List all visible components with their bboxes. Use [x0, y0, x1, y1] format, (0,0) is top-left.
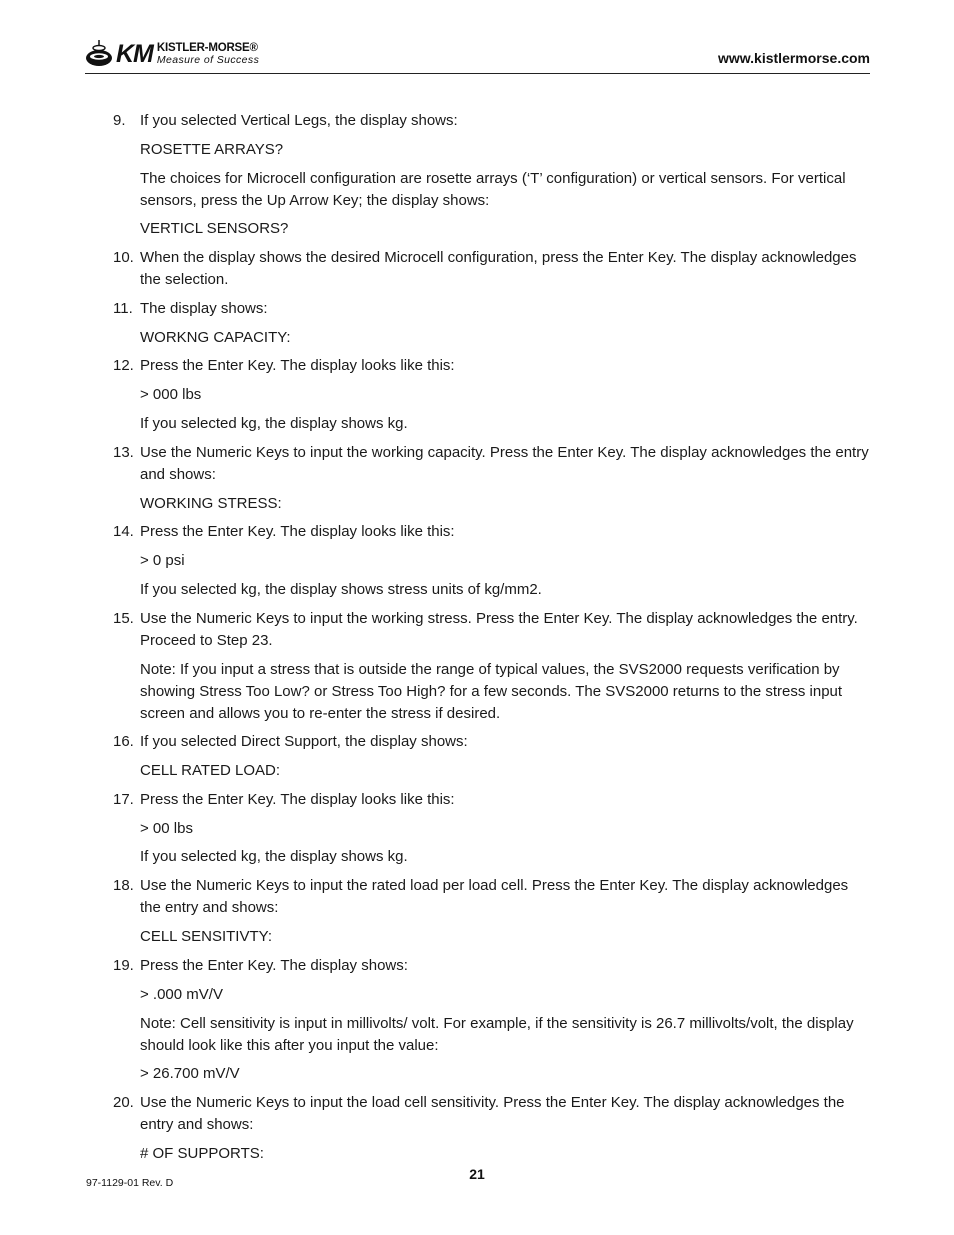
- step-text: When the display shows the desired Microcell configuration, press the Enter Key. The display acknowledges the selection.: [140, 249, 857, 288]
- step-text: Use the Numeric Keys to input the rated load per load cell. Press the Enter Key. The display acknowledges the entry and shows:: [140, 877, 849, 916]
- step-number: 9.: [113, 112, 126, 129]
- logo-tagline: Measure of Success: [156, 54, 260, 66]
- step-number: 10.: [113, 249, 134, 266]
- step-number: 13.: [113, 444, 134, 461]
- display-text: WORKNG CAPACITY:: [140, 329, 291, 346]
- step-number: 18.: [113, 877, 134, 894]
- step-note: If you selected kg, the display shows kg.: [140, 848, 408, 865]
- step-note: Note: Cell sensitivity is input in millivolts/ volt. For example, if the sensitivity is 26.7 millivolts/volt, the display should look like this after you input the value:: [140, 1015, 854, 1054]
- step-note: If you selected kg, the display shows kg.: [140, 415, 408, 432]
- step-text: The display shows:: [140, 300, 268, 317]
- step-text: Use the Numeric Keys to input the load cell sensitivity. Press the Enter Key. The display acknowledges the entry and shows:: [140, 1094, 845, 1133]
- step-number: 19.: [113, 957, 134, 974]
- step-number: 20.: [113, 1094, 134, 1111]
- step-number: 17.: [113, 791, 134, 808]
- display-text: # OF SUPPORTS:: [140, 1145, 264, 1162]
- step-number: 14.: [113, 523, 134, 540]
- step-text: Press the Enter Key. The display looks like this:: [140, 791, 455, 808]
- display-text: WORKING STRESS:: [140, 495, 282, 512]
- step-note: The choices for Microcell configuration are rosette arrays (‘T’ configuration) or vertical sensors. For vertical sensors, press the Up Arrow Key; the display shows:: [140, 170, 846, 209]
- display-text: CELL RATED LOAD:: [140, 762, 281, 779]
- display-text: > 000 lbs: [140, 386, 202, 403]
- step-number: 15.: [113, 610, 134, 627]
- display-text: CELL SENSITIVTY:: [140, 928, 272, 945]
- display-text: > .000 mV/V: [140, 986, 223, 1003]
- step-text: Press the Enter Key. The display looks like this:: [140, 357, 455, 374]
- step-note: If you selected kg, the display shows stress units of kg/mm2.: [140, 581, 542, 598]
- step-number: 12.: [113, 357, 134, 374]
- document-number: 97-1129-01 Rev. D: [86, 1177, 174, 1189]
- display-text: VERTICL SENSORS?: [140, 220, 289, 237]
- step-text: If you selected Vertical Legs, the display shows:: [140, 112, 458, 129]
- step-text: Use the Numeric Keys to input the working stress. Press the Enter Key. The display acknowledges the entry. Proceed to Step 23.: [140, 610, 858, 649]
- step-text: Use the Numeric Keys to input the working capacity. Press the Enter Key. The display acknowledges the entry and shows:: [140, 444, 869, 483]
- website-link[interactable]: www.kistlermorse.com: [718, 50, 870, 66]
- step-text: If you selected Direct Support, the display shows:: [140, 733, 468, 750]
- step-number: 11.: [113, 300, 133, 317]
- page-number: 21: [469, 1166, 485, 1182]
- display-text: > 0 psi: [140, 552, 185, 569]
- step-note: Note: If you input a stress that is outside the range of typical values, the SVS2000 requests verification by showing Stress Too Low? or Stress Too High? for a few seconds. The SVS2000 returns to the stress input screen and allows you to re-enter the stress if desired.: [140, 661, 843, 722]
- step-text: Press the Enter Key. The display shows:: [140, 957, 408, 974]
- logo-mark: KM: [116, 39, 153, 68]
- logo-company-name: KISTLER-MORSE®: [156, 41, 258, 54]
- display-text: ROSETTE ARRAYS?: [140, 141, 284, 158]
- page-header: [85, 36, 870, 74]
- kistler-morse-logo: [85, 38, 259, 70]
- step-number: 16.: [113, 733, 134, 750]
- step-text: Press the Enter Key. The display looks like this:: [140, 523, 455, 540]
- scale-icon: [85, 39, 113, 69]
- display-text: > 00 lbs: [140, 820, 193, 837]
- display-text: > 26.700 mV/V: [140, 1065, 240, 1082]
